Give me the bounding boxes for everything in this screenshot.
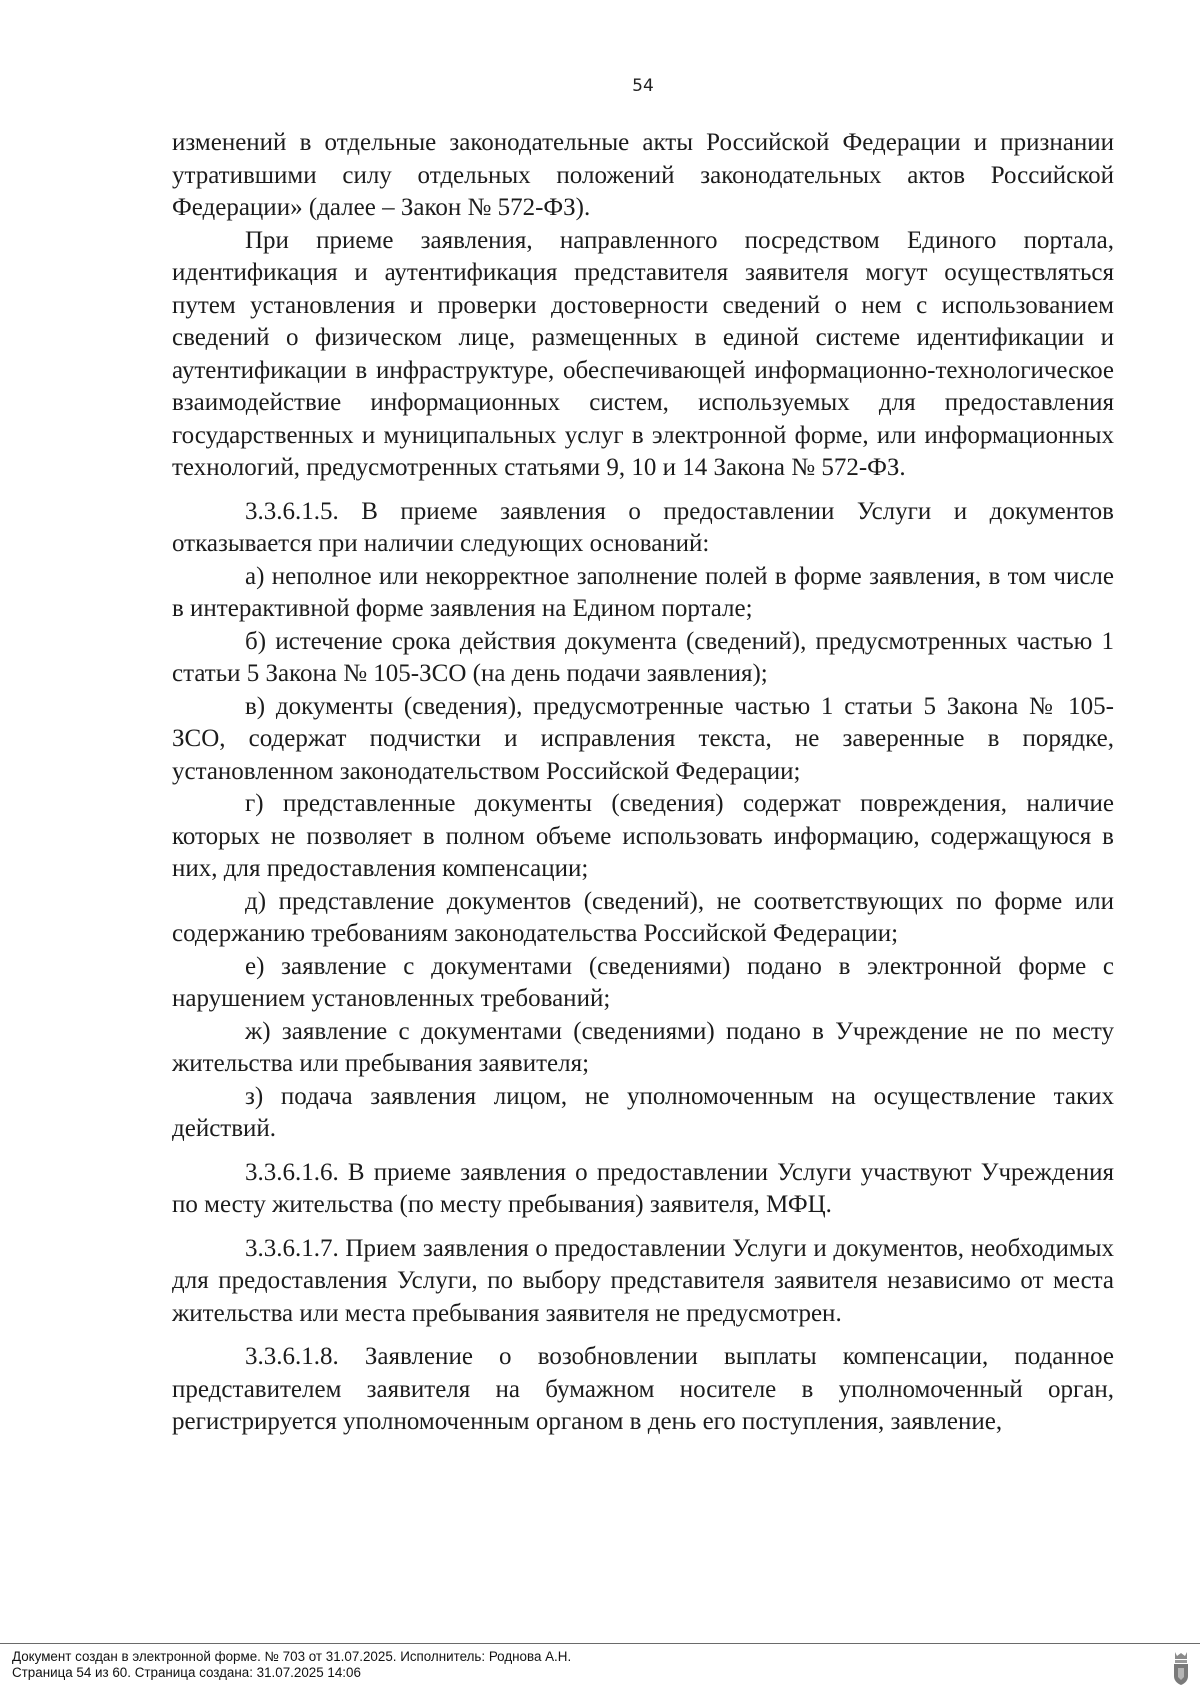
list-item-e: е) заявление с документами (сведениями) подано в электронной форме с нарушением установленных требований; bbox=[172, 952, 1114, 1012]
footer-divider bbox=[0, 1643, 1200, 1644]
clause-3-3-6-1-7: 3.3.6.1.7. Прием заявления о предоставлении Услуги и документов, необходимых для предоставления Услуги, по выбору представителя заявителя независимо от места жительства или места пребывания заявителя не предусмотрен. bbox=[172, 1234, 1114, 1327]
list-item-a: а) неполное или некорректное заполнение полей в форме заявления, в том числе в интерактивной форме заявления на Едином портале; bbox=[172, 562, 1114, 622]
clause-3-3-6-1-8: 3.3.6.1.8. Заявление о возобновлении выплаты компенсации, поданное представителем заявителя на бумажном носителе в уполномоченный орган, регистрируется уполномоченным органом в день его поступления, заявление, bbox=[172, 1343, 1114, 1435]
list-item-v: в) документы (сведения), предусмотренные частью 1 статьи 5 Закона № 105-ЗСО, содержат подчистки и исправления текста, не заверенные в порядке, установленном законодательством Российской Федерации; bbox=[172, 692, 1114, 785]
footer bbox=[12, 1649, 571, 1681]
list-item-g: г) представленные документы (сведения) содержат повреждения, наличие которых не позволяет в полном объеме использовать информацию, содержащуюся в них, для предоставления компенсации; bbox=[172, 790, 1114, 882]
footer-page-info: Страница 54 из 60. Страница создана: 31.07.2025 14:06 bbox=[12, 1665, 361, 1680]
list-item-z: з) подача заявления лицом, не уполномоченным на осуществление таких действий. bbox=[172, 1082, 1114, 1142]
footer-document-info: Документ создан в электронной форме. № 703 от 31.07.2025. Исполнитель: Роднова А.Н. bbox=[12, 1649, 572, 1664]
paragraph-identification: При приеме заявления, направленного посредством Единого портала, идентификация и аутентификация представителя заявителя могут осуществляться путем установления и проверки достоверности сведений о нем с использованием сведений о физическом лице, размещенных в единой системе идентификации и аутентификации в инфраструктуре, обеспечивающей информационно-технологическое взаимодействие информационных систем, используемых для предоставления государственных и муниципальных услуг в электронной форме, или информационных технологий, предусмотренных статьями 9, 10 и 14 Закона № 572-ФЗ. bbox=[172, 226, 1114, 481]
clause-3-3-6-1-5: 3.3.6.1.5. В приеме заявления о предоставлении Услуги и документов отказывается при наличии следующих оснований: bbox=[172, 497, 1114, 557]
list-item-zh: ж) заявление с документами (сведениями) подано в Учреждение не по месту жительства или пребывания заявителя; bbox=[172, 1017, 1114, 1077]
page-number: 54 bbox=[632, 76, 654, 96]
document-body bbox=[172, 127, 1114, 1439]
list-item-b: б) истечение срока действия документа (сведений), предусмотренных частью 1 статьи 5 Закона № 105-ЗСО (на день подачи заявления); bbox=[172, 627, 1114, 687]
coat-of-arms-icon bbox=[1172, 1650, 1190, 1686]
list-item-d: д) представление документов (сведений), не соответствующих по форме или содержанию требованиям законодательства Российской Федерации; bbox=[172, 887, 1114, 947]
clause-3-3-6-1-6: 3.3.6.1.6. В приеме заявления о предоставлении Услуги участвуют Учреждения по месту жительства (по месту пребывания) заявителя, МФЦ. bbox=[172, 1158, 1114, 1218]
paragraph-continuation: изменений в отдельные законодательные акты Российской Федерации и признании утратившими силу отдельных положений законодательных актов Российской Федерации» (далее – Закон № 572-ФЗ). bbox=[172, 129, 1114, 221]
